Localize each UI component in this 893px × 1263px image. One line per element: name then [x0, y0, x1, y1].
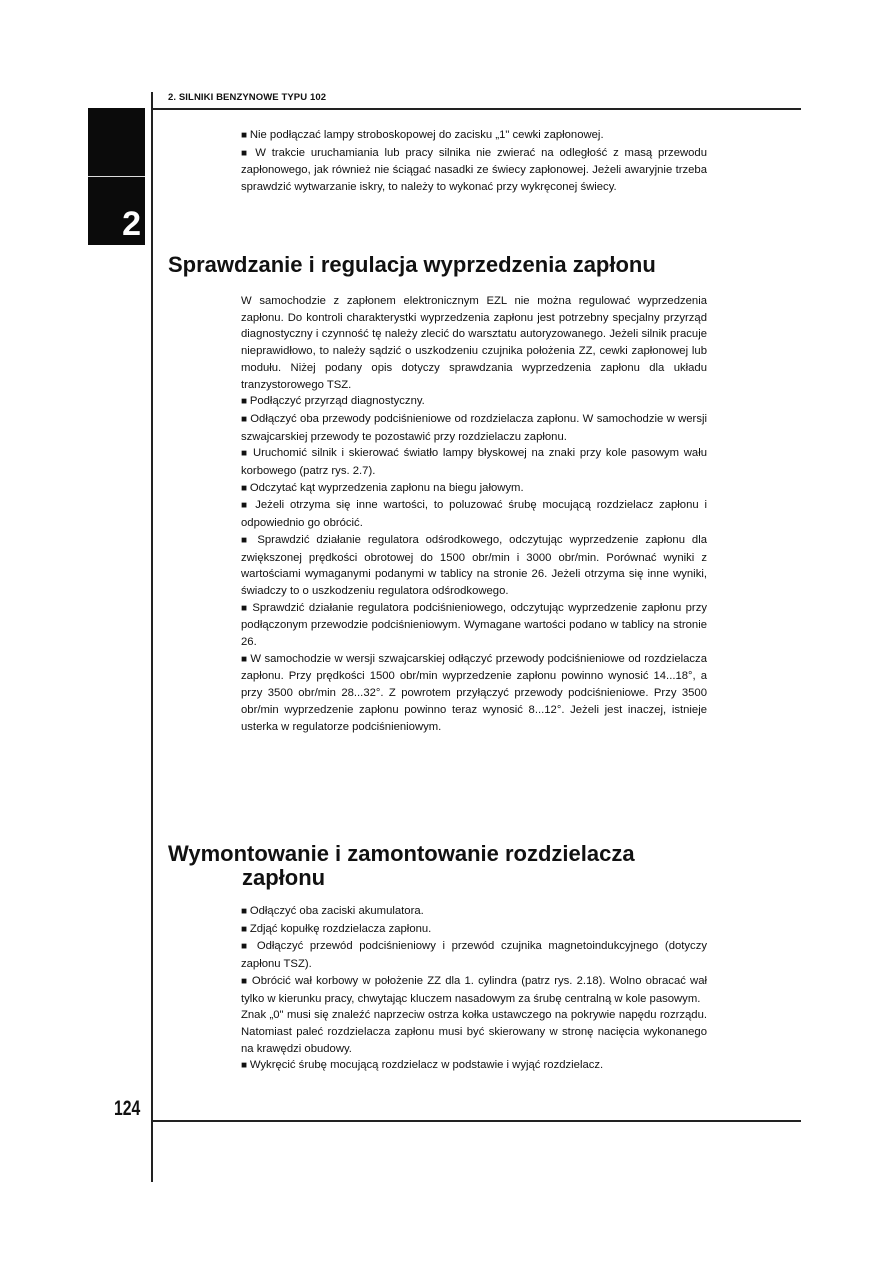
section2-body	[241, 903, 707, 1075]
paragraph: W samochodzie z zapłonem elektronicznym EZL nie można regulować wyprzedzenia zapłonu. Do kontroli charakterystki wyprzedzenia zapłonu jest potrzebny specjalny przyrząd diagnostyczny i czynność tę należy zlecić do warsztatu autoryzowanego. Jeżeli silnik pracuje nieprawidłowo, to należy sądzić o uszkodzeniu czujnika położenia ZZ, cewki zapłonowej lub modułu. Niżej podany opis dotyczy sprawdzania wyprzedzenia zapłonu dla układu tranzystorowego TSZ.	[241, 295, 707, 391]
heading-line: Wymontowanie i zamontowanie rozdzielacza	[168, 841, 635, 866]
chapter-tab	[88, 108, 145, 245]
paragraph: ■ Odłączyć oba zaciski akumulatora.	[241, 903, 707, 921]
tab-divider	[88, 176, 145, 177]
paragraph: ■ Sprawdzić działanie regulatora podciśnieniowego, odczytując wyprzedzenie zapłonu przy podłączonym przewodzie podciśnieniowym. Wymagane wartości podano w tablicy na stronie 26.	[241, 600, 707, 651]
paragraph: ■ Jeżeli otrzyma się inne wartości, to poluzować śrubę mocującą rozdzielacz zapłonu i odpowiednio go obrócić.	[241, 497, 707, 531]
paragraph: ■ Wykręcić śrubę mocującą rozdzielacz w podstawie i wyjąć rozdzielacz.	[241, 1057, 707, 1075]
chapter-number: 2	[122, 205, 141, 243]
paragraph: ■ Odczytać kąt wyprzedzenia zapłonu na biegu jałowym.	[241, 480, 707, 498]
paragraph: ■ Nie podłączać lampy stroboskopowej do zacisku „1" cewki zapłonowej.	[241, 127, 707, 145]
paragraph: Znak „0" musi się znaleźć naprzeciw ostrza kołka ustawczego na pokrywie napędu rozrządu. Natomiast paleć rozdzielacza zapłonu musi być skierowany w stronę nacięcia wykonanego na krawędzi obudowy.	[241, 1009, 707, 1055]
paragraph: ■ W trakcie uruchamiania lub pracy silnika nie zwierać na odległość z masą przewodu zapłonowego, jak również nie ściągać nasadki ze świecy zapłonowej. Jeżeli awaryjnie trzeba sprawdzić wytwarzanie iskry, to należy to wykonać przy wykręconej świecy.	[241, 145, 707, 196]
heading-line: zapłonu	[242, 865, 326, 890]
header-rule	[151, 108, 801, 110]
paragraph: ■ W samochodzie w wersji szwajcarskiej odłączyć przewody podciśnieniowe od rozdzielacza zapłonu. Przy prędkości 1500 obr/min wyprzedzenie zapłonu powinno wynosić 14...18°, a przy 3500 obr/min 28...32°. Z powrotem przyłączyć przewody podciśnieniowe. Przy 3500 obr/min wyprzedzenie zapłonu powinno teraz wynosić 8...12°. Jeżeli jest inaczej, istnieje usterka w regulatorze podciśnieniowym.	[241, 651, 707, 736]
paragraph: ■ Obrócić wał korbowy w położenie ZZ dla 1. cylindra (patrz rys. 2.18). Wolno obracać wał tylko w kierunku pracy, chwytając kluczem nasadowym za śrubę centralną w kole pasowym.	[241, 973, 707, 1007]
margin-rule	[151, 92, 153, 1182]
page-number: 124	[114, 1097, 141, 1120]
footer-rule	[151, 1120, 801, 1122]
paragraph: ■ Zdjąć kopułkę rozdzielacza zapłonu.	[241, 921, 707, 939]
paragraph: ■ Uruchomić silnik i skierować światło lampy błyskowej na znaki przy kole pasowym wału korbowego (patrz rys. 2.7).	[241, 445, 707, 479]
paragraph: ■ Odłączyć oba przewody podciśnieniowe od rozdzielacza zapłonu. W samochodzie w wersji szwajcarskiej przewody te pozostawić przy rozdzielaczu zapłonu.	[241, 411, 707, 445]
paragraph: ■ Podłączyć przyrząd diagnostyczny.	[241, 393, 707, 411]
paragraph: ■ Odłączyć przewód podciśnieniowy i przewód czujnika magnetoindukcyjnego (dotyczy zapłonu TSZ).	[241, 938, 707, 972]
paragraph: ■ Sprawdzić działanie regulatora odśrodkowego, odczytując wyprzedzenie zapłonu dla zwiększonej prędkości obrotowej do 1500 obr/min i 3000 obr/min. Porównać wyniki z wartościami wymaganymi podanymi w tablicy na stronie 26. Jeżeli otrzyma się inne wyniki, świadczy to o uszkodzeniu regulatora odśrodkowego.	[241, 532, 707, 600]
section-heading	[168, 842, 708, 890]
section1-body	[241, 293, 707, 735]
intro-block	[241, 127, 707, 196]
running-head: 2. SILNIKI BENZYNOWE TYPU 102	[168, 92, 327, 103]
section-heading: Sprawdzanie i regulacja wyprzedzenia zapłonu	[168, 252, 656, 277]
